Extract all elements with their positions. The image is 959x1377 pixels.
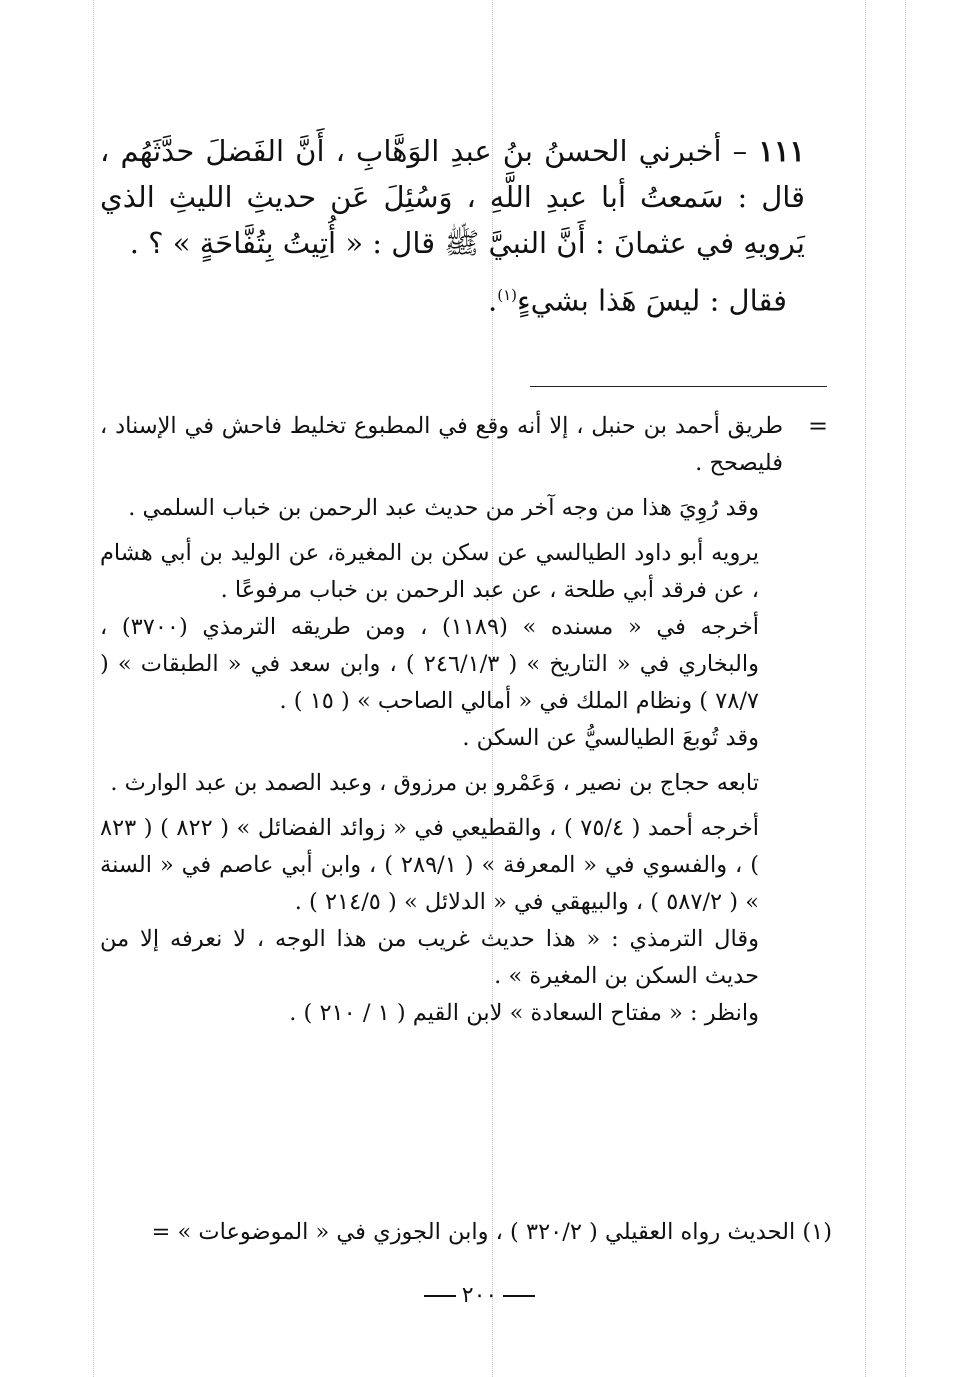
scan-guide-line [93,0,94,1377]
scan-guide-line [905,0,906,1377]
continuation-mark: = [808,412,829,440]
hadith-number: ١١١ [758,134,805,168]
main-text [100,128,805,324]
page-number [0,1283,959,1308]
footnote-line: أخرجه في « مسنده » (١١٨٩) ، ومن طريقه الترمذي (٣٧٠٠) ، والبخاري في « التاريخ » ( ٢٤٦/١/٣ ) ، وابن سعد في « الطبقات » ( ٧٨/٧ ) ونظام الملك في « أمالي الصاحب » ( ١٥ ) . [100,614,760,714]
footnote-line: وقال الترمذي : « هذا حديث غريب من هذا الوجه ، لا نعرفه إلا من حديث السكن بن المغيرة » . [100,926,759,989]
page-number-dash [424,1295,456,1297]
scan-guide-line [865,0,866,1377]
footnote-line: وقد رُوِيَ هذا من وجه آخر من حديث عبد الرحمن بن خباب السلمي . [128,495,759,521]
footnote-separator [530,386,827,387]
footnote-line: يرويه أبو داود الطيالسي عن سكن بن المغيرة، عن الوليد بن أبي هشام ، عن فرقد أبي طلحة ، عن عبد الرحمن بن خباب مرفوعًا . [100,540,759,603]
hadith-text: – أخبرني الحسنُ بنُ عبدِ الوَهَّابِ ، أَنَّ الفَضلَ حدَّثَهُم ، قال : سَمعتُ أبا عبدِ اللَّهِ ، وَسُئِلَ عَن حديثِ الليثِ الذي يَرويهِ في عثمانَ : أَنَّ النبيَّ ﷺ قال : « أُتِيتُ بِتُفَّاحَةٍ » ؟ . [100,134,805,260]
footnote-line: طريق أحمد بن حنبل ، إلا أنه وقع في المطبوع تخليط فاحش في الإسناد ، فليصحح . [100,413,783,476]
footnote-line: تابعه حجاج بن نصير ، وَعَمْرو بن مرزوق ، وعبد الصمد بن عبد الوارث . [110,770,759,796]
reply-paragraph [100,272,805,324]
page-number-value: ٢٠٠ [461,1283,498,1308]
footnote-line: وانظر : « مفتاح السعادة » لابن القيم ( ١ / ٢١٠ ) . [289,1000,759,1026]
footnote-ref: (١) [497,286,518,304]
footnote-line: أخرجه أحمد ( ٧٥/٤ ) ، والقطيعي في « زوائد الفضائل » ( ٨٢٢ ) ( ٨٢٣ ) ، والفسوي في « المعرفة » ( ٢٨٩/١ ) ، وابن أبي عاصم في « السنة » ( ٥٨٧/٢ ) ، والبيهقي في « الدلائل » ( ٢١٤/٥ ) . [100,815,759,915]
reply-end: . [488,283,498,318]
hadith-paragraph [100,128,805,266]
reply-text: فقال : ليسَ هَذا بشيءٍ [517,283,787,318]
footnote-line: وقد تُوبعَ الطيالسيُّ عن السكن . [462,725,759,751]
footnotes [100,408,783,1032]
page-number-dash [503,1295,535,1297]
footnote-1: (١) الحديث رواه العقيلي ( ٣٢٠/٢ ) ، وابن الجوزي في « الموضوعات » = [151,1219,832,1245]
